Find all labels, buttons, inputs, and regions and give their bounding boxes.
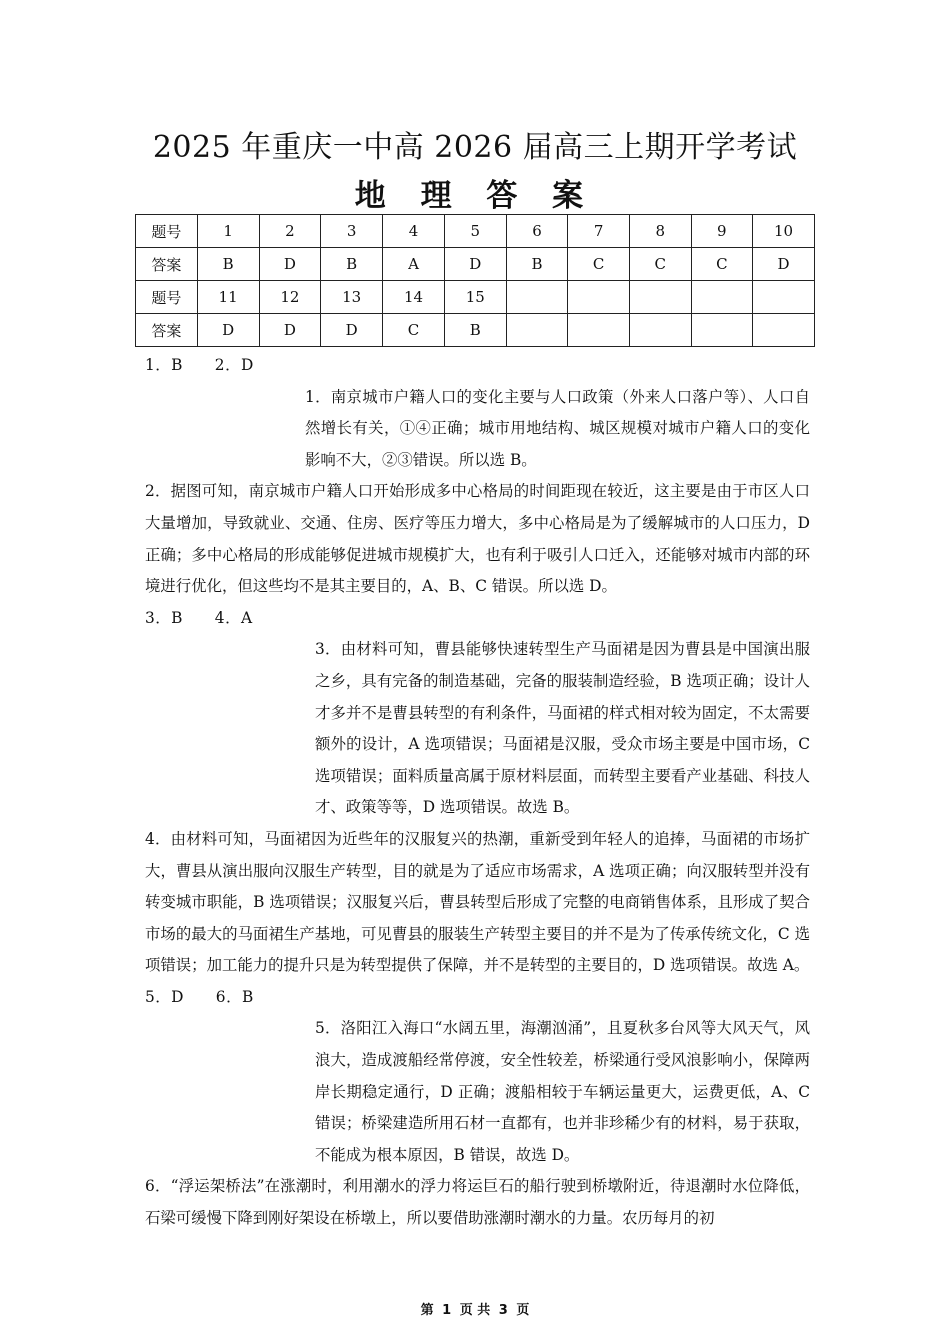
table-cell [568, 281, 630, 314]
table-cell: 7 [568, 215, 630, 248]
table-cell [753, 314, 815, 347]
footer-mid: 页 共 [459, 1303, 491, 1318]
footer-prefix: 第 [420, 1303, 434, 1318]
explanation-6: 6．“浮运架桥法”在涨潮时，利用潮水的浮力将运巨石的船行驶到桥墩附近，待退潮时水位降低，石梁可缓慢下降到刚好架设在桥墩上，所以要借助涨潮时潮水的力量。农历每月的初 [145, 1177, 810, 1228]
answer-table-row [136, 281, 815, 314]
table-cell [691, 281, 753, 314]
table-cell: B [321, 248, 383, 281]
table-cell: 10 [753, 215, 815, 248]
table-cell: D [259, 314, 321, 347]
explanation-4: 4．由材料可知，马面裙因为近些年的汉服复兴的热潮，重新受到年轻人的追捧，马面裙的市场扩大，曹县从演出服向汉服生产转型，目的就是为了适应市场需求，A 选项正确；向汉服转型并没有转变城市职能，B 选项错误；汉服复兴后，曹县转型后形成了完整的电商销售体系，且形成了契合市场的最大的马面裙生产基地，可见曹县的服装生产转型主要目的并不是为了传承传统文化，C 选项错误；加工能力的提升只是为转型提供了保障，并不是转型的主要目的，D 选项错误。故选 A。 [145, 829, 810, 975]
explanation-5: 5．洛阳江入海口“水阔五里，海潮汹涌”，且夏秋多台风等大风天气，风浪大，造成渡船经常停渡，安全性较差，桥梁通行受风浪影响小，保障两岸长期稳定通行，D 正确；渡船相较于车辆运量更大，运费更低，A、C 错误；桥梁建造所用石材一直都有，也并非珍稀少有的材料，易于获取，不能成为根本原因，B 错误，故选 D。 [315, 1019, 810, 1164]
footer-page-number: 1 [442, 1303, 452, 1318]
document-subtitle: 地 理 答 案 [354, 178, 596, 214]
table-cell: D [321, 314, 383, 347]
table-cell: B [444, 314, 506, 347]
table-cell: 6 [506, 215, 568, 248]
table-cell [506, 314, 568, 347]
table-cell: 11 [197, 281, 259, 314]
table-cell: 14 [383, 281, 445, 314]
answer-table-row [136, 215, 815, 248]
table-cell [568, 314, 630, 347]
document-title: 2025 年重庆一中高 2026 届高三上期开学考试 [152, 130, 798, 165]
row-label: 答案 [136, 248, 198, 281]
answer-key-1-2: 1．B 2．D [145, 356, 254, 374]
explanation-2: 2．据图可知，南京城市户籍人口开始形成多中心格局的时间距现在较近，这主要是由于市区人口大量增加，导致就业、交通、住房、医疗等压力增大，多中心格局是为了缓解城市的人口压力，D 正确；多中心格局的形成能够促进城市规模扩大，也有利于吸引人口迁入，还能够对城市内部的环境进行优化，但这些均不是其主要目的，A、B、C 错误。所以选 D。 [145, 482, 810, 596]
table-cell: 3 [321, 215, 383, 248]
table-cell: D [444, 248, 506, 281]
table-cell: D [197, 314, 259, 347]
table-cell: 8 [629, 215, 691, 248]
row-label: 答案 [136, 314, 198, 347]
page-footer [0, 1299, 950, 1318]
table-cell: D [753, 248, 815, 281]
table-cell [691, 314, 753, 347]
table-cell: 9 [691, 215, 753, 248]
row-label: 题号 [136, 281, 198, 314]
table-cell [629, 314, 691, 347]
table-cell: 4 [383, 215, 445, 248]
table-cell: A [383, 248, 445, 281]
table-cell [506, 281, 568, 314]
table-cell: 15 [444, 281, 506, 314]
row-label: 题号 [136, 215, 198, 248]
table-cell: 13 [321, 281, 383, 314]
answer-table-row [136, 248, 815, 281]
table-cell [629, 281, 691, 314]
table-cell: C [568, 248, 630, 281]
table-cell: 5 [444, 215, 506, 248]
table-cell: C [691, 248, 753, 281]
table-cell: C [629, 248, 691, 281]
footer-page-total: 3 [498, 1303, 508, 1318]
table-cell: D [259, 248, 321, 281]
answer-table-row [136, 314, 815, 347]
table-cell: C [383, 314, 445, 347]
answer-table [135, 214, 815, 347]
explanation-3: 3．由材料可知，曹县能够快速转型生产马面裙是因为曹县是中国演出服之乡，具有完备的制造基础，完备的服装制造经验，B 选项正确；设计人才多并不是曹县转型的有利条件，马面裙的样式相对较为固定，不太需要额外的设计，A 选项错误；马面裙是汉服，受众市场主要是中国市场，C 选项错误；面料质量高属于原材料层面，而转型主要看产业基础、科技人才、政策等等，D 选项错误。故选 B。 [315, 640, 810, 817]
table-cell: 2 [259, 215, 321, 248]
footer-suffix: 页 [516, 1303, 530, 1318]
answer-key-3-4: 3．B 4．A [145, 608, 253, 627]
table-cell [753, 281, 815, 314]
explanation-1: 1．南京城市户籍人口的变化主要与人口政策（外来人口落户等）、人口自然增长有关，①④正确；城市用地结构、城区规模对城市户籍人口的变化影响不大，②③错误。所以选 B。 [305, 387, 810, 469]
table-cell: 1 [197, 215, 259, 248]
answer-key-5-6: 5．D 6．B [145, 987, 254, 1006]
explanation-body [145, 350, 810, 1235]
table-cell: 12 [259, 281, 321, 314]
table-cell: B [506, 248, 568, 281]
table-cell: B [197, 248, 259, 281]
